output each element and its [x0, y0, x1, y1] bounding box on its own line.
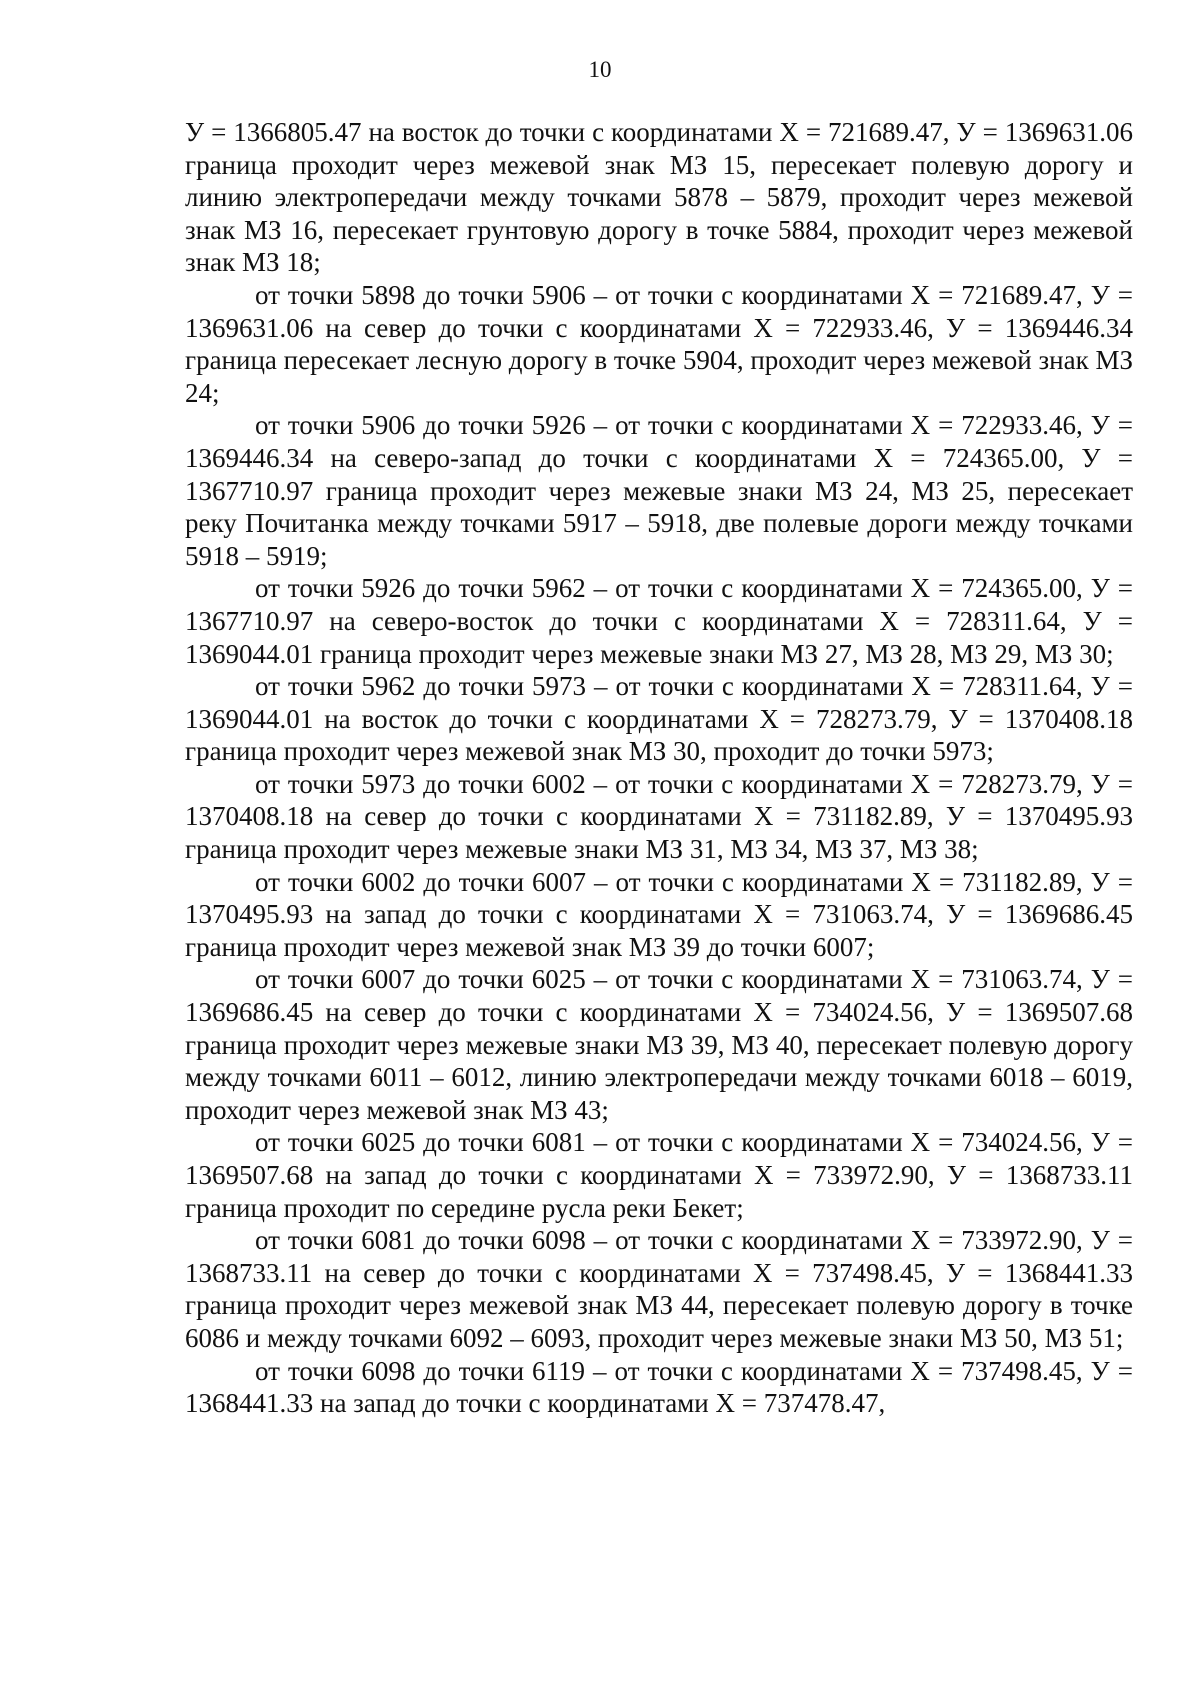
paragraph-1: У = 1366805.47 на восток до точки с координатами Х = 721689.47, У = 1369631.06 граница проходит через межевой знак МЗ 15, пересекает полевую дорогу и линию электропередачи между точками 5878 – 5879, проходит через межевой знак МЗ 16, пересекает грунтовую дорогу в точке 5884, проходит через межевой знак МЗ 18; — [185, 117, 1133, 278]
paragraph-5: от точки 5962 до точки 5973 – от точки с координатами Х = 728311.64, У = 1369044.01 на восток до точки с координатами Х = 728273.79, У = 1370408.18 граница проходит через межевой знак МЗ 30, проходит до точки 5973; — [185, 671, 1133, 767]
paragraph-9: от точки 6025 до точки 6081 – от точки с координатами Х = 734024.56, У = 1369507.68 на запад до точки с координатами Х = 733972.90, У = 1368733.11 граница проходит по середине русла реки Бекет; — [185, 1127, 1133, 1223]
paragraph-11: от точки 6098 до точки 6119 – от точки с координатами Х = 737498.45, У = 1368441.33 на запад до точки с координатами Х = 737478.47, — [185, 1355, 1133, 1419]
page-number: 10 — [588, 57, 612, 82]
paragraph-8: от точки 6007 до точки 6025 – от точки с координатами Х = 731063.74, У = 1369686.45 на север до точки с координатами Х = 734024.56, У = 1369507.68 граница проходит через межевые знаки МЗ 39, МЗ 40, пересекает полевую дорогу между точками 6011 – 6012, линию электропередачи между точками 6018 – 6019, проходит через межевой знак МЗ 43; — [185, 964, 1133, 1125]
paragraph-3: от точки 5906 до точки 5926 – от точки с координатами Х = 722933.46, У = 1369446.34 на северо-запад до точки с координатами Х = 724365.00, У = 1367710.97 граница проходит через межевые знаки МЗ 24, МЗ 25, пересекает реку Почитанка между точками 5917 – 5918, две полевые дороги между точками 5918 – 5919; — [185, 410, 1133, 571]
paragraph-6: от точки 5973 до точки 6002 – от точки с координатами Х = 728273.79, У = 1370408.18 на север до точки с координатами Х = 731182.89, У = 1370495.93 граница проходит через межевые знаки МЗ 31, МЗ 34, МЗ 37, МЗ 38; — [185, 768, 1133, 865]
paragraph-2: от точки 5898 до точки 5906 – от точки с координатами Х = 721689.47, У = 1369631.06 на север до точки с координатами Х = 722933.46, У = 1369446.34 граница пересекает лесную дорогу в точке 5904, проходит через межевой знак МЗ 24; — [185, 279, 1133, 408]
paragraph-10: от точки 6081 до точки 6098 – от точки с координатами Х = 733972.90, У = 1368733.11 на север до точки с координатами Х = 737498.45, У = 1368441.33 граница проходит через межевой знак МЗ 44, пересекает полевую дорогу в точке 6086 и между точками 6092 – 6093, проходит через межевые знаки МЗ 50, МЗ 51; — [185, 1225, 1133, 1353]
document-body — [185, 116, 1133, 1420]
paragraph-7: от точки 6002 до точки 6007 – от точки с координатами Х = 731182.89, У = 1370495.93 на запад до точки с координатами Х = 731063.74, У = 1369686.45 граница проходит через межевой знак МЗ 39 до точки 6007; — [185, 866, 1133, 962]
paragraph-4: от точки 5926 до точки 5962 – от точки с координатами Х = 724365.00, У = 1367710.97 на северо-восток до точки с координатами Х = 728311.64, У = 1369044.01 граница проходит через межевые знаки МЗ 27, МЗ 28, МЗ 29, МЗ 30; — [185, 573, 1133, 669]
